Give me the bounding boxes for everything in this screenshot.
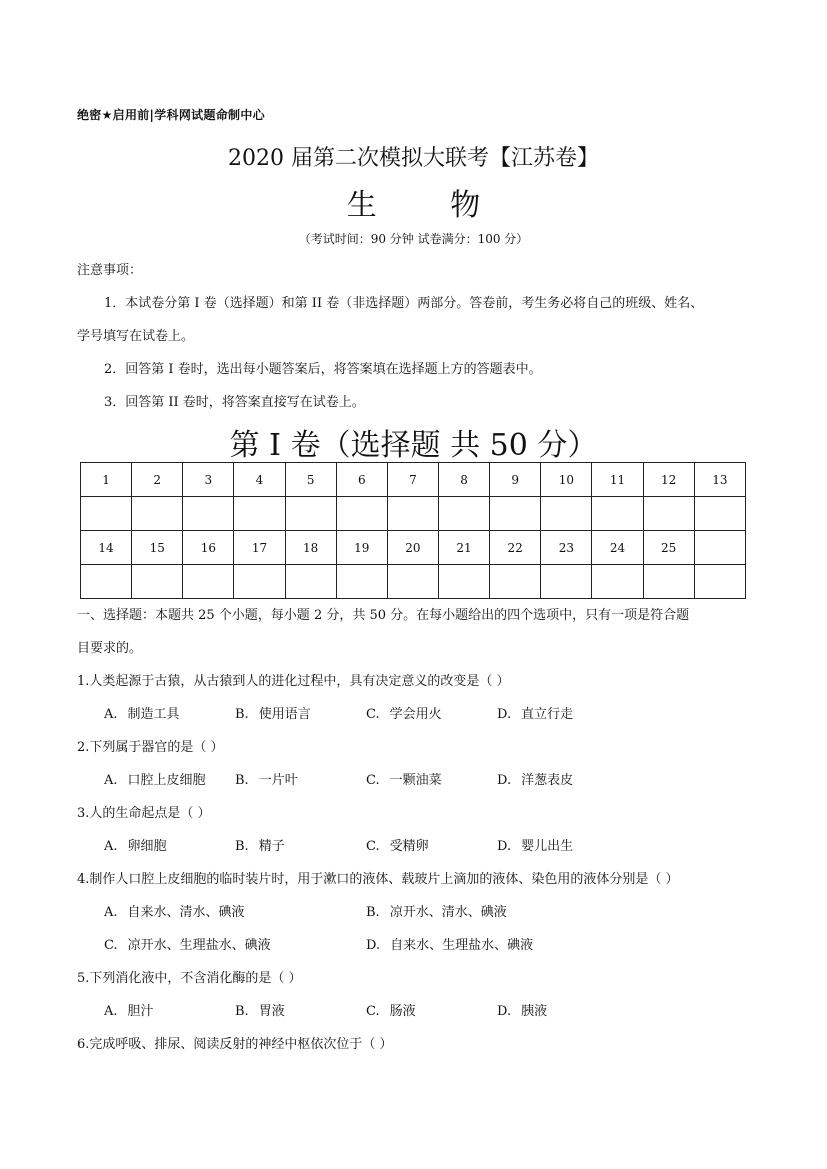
answer-number-cell xyxy=(694,531,745,565)
option-text: 使用语言 xyxy=(258,707,311,722)
option-c xyxy=(366,837,429,857)
answer-number-cell: 13 xyxy=(694,463,745,497)
option-d xyxy=(366,936,533,956)
option-text: 受精卵 xyxy=(389,839,429,854)
answer-number-cell: 17 xyxy=(234,531,285,565)
subject-title: 生 物 xyxy=(346,188,513,223)
option-label: A. xyxy=(104,839,118,854)
answer-blank-cell[interactable] xyxy=(81,497,132,531)
answer-blank-row-1 xyxy=(81,497,746,531)
option-label: C. xyxy=(366,707,380,722)
option-text: 学会用火 xyxy=(389,707,442,722)
answer-blank-cell[interactable] xyxy=(387,497,438,531)
option-b xyxy=(235,771,298,791)
answer-number-cell: 6 xyxy=(336,463,387,497)
option-c xyxy=(104,936,271,956)
question-stem: 2.下列属于器官的是（ ） xyxy=(77,740,224,755)
option-label: B. xyxy=(366,905,380,920)
answer-number-cell: 20 xyxy=(387,531,438,565)
notice-item-1-cont: 学号填写在试卷上。 xyxy=(77,329,195,344)
question-stem: 1.人类起源于古猿，从古猿到人的进化过程中，具有决定意义的改变是（ ） xyxy=(77,674,510,689)
option-a xyxy=(104,837,167,857)
option-c xyxy=(366,705,442,725)
answer-number-cell: 24 xyxy=(592,531,643,565)
answer-blank-cell[interactable] xyxy=(81,565,132,599)
option-b xyxy=(366,903,507,923)
option-b xyxy=(235,1002,285,1022)
answer-blank-cell[interactable] xyxy=(592,565,643,599)
option-label: C. xyxy=(366,839,380,854)
option-text: 一片叶 xyxy=(258,773,298,788)
option-text: 胆汁 xyxy=(127,1004,154,1019)
answer-blank-cell[interactable] xyxy=(643,497,694,531)
option-a xyxy=(104,771,206,791)
answer-number-cell: 21 xyxy=(438,531,489,565)
option-text: 胃液 xyxy=(258,1004,285,1019)
answer-number-cell: 3 xyxy=(183,463,234,497)
option-label: D. xyxy=(497,1004,512,1019)
option-text: 口腔上皮细胞 xyxy=(127,773,206,788)
answer-number-cell: 15 xyxy=(132,531,183,565)
exam-time-info: （考试时间：90 分钟 试卷满分：100 分） xyxy=(298,232,529,246)
notice-heading: 注意事项： xyxy=(77,263,143,278)
option-a xyxy=(104,1002,154,1022)
option-c xyxy=(366,771,442,791)
answer-blank-cell[interactable] xyxy=(694,565,745,599)
option-text: 婴儿出生 xyxy=(521,839,574,854)
answer-number-cell: 14 xyxy=(81,531,132,565)
option-d xyxy=(497,837,573,857)
answer-number-cell: 4 xyxy=(234,463,285,497)
option-a xyxy=(104,705,180,725)
answer-number-cell: 22 xyxy=(490,531,541,565)
answer-number-cell: 9 xyxy=(490,463,541,497)
answer-number-cell: 19 xyxy=(336,531,387,565)
answer-blank-cell[interactable] xyxy=(490,497,541,531)
confidential-mark: 绝密★启用前|学科网试题命制中心 xyxy=(77,108,265,122)
answer-number-cell: 2 xyxy=(132,463,183,497)
option-label: C. xyxy=(366,1004,380,1019)
option-label: B. xyxy=(235,707,249,722)
section-1-title: 第 I 卷（选择题 共 50 分） xyxy=(229,428,598,463)
answer-blank-row-2 xyxy=(81,565,746,599)
option-c xyxy=(366,1002,416,1022)
option-label: A. xyxy=(104,1004,118,1019)
answer-table xyxy=(80,462,746,599)
notice-item-3: 3．回答第 II 卷时，将答案直接写在试卷上。 xyxy=(104,395,365,410)
answer-number-cell: 7 xyxy=(387,463,438,497)
answer-blank-cell[interactable] xyxy=(541,497,592,531)
section-instructions-cont: 目要求的。 xyxy=(77,641,143,656)
option-label: D. xyxy=(497,839,512,854)
option-text: 精子 xyxy=(258,839,285,854)
option-label: A. xyxy=(104,707,118,722)
option-label: B. xyxy=(235,773,249,788)
option-label: D. xyxy=(497,707,512,722)
option-label: B. xyxy=(235,1004,249,1019)
answer-blank-cell[interactable] xyxy=(387,565,438,599)
option-label: A. xyxy=(104,773,118,788)
answer-blank-cell[interactable] xyxy=(643,565,694,599)
option-label: C. xyxy=(366,773,380,788)
option-text: 制造工具 xyxy=(127,707,180,722)
answer-blank-cell[interactable] xyxy=(285,497,336,531)
answer-header-row-1 xyxy=(81,463,746,497)
notice-item-1: 1．本试卷分第 I 卷（选择题）和第 II 卷（非选择题）两部分。答卷前，考生务必将自己的班级、姓名、 xyxy=(104,296,704,311)
answer-blank-cell[interactable] xyxy=(183,565,234,599)
option-label: B. xyxy=(235,839,249,854)
answer-blank-cell[interactable] xyxy=(592,497,643,531)
option-text: 肠液 xyxy=(389,1004,416,1019)
answer-blank-cell[interactable] xyxy=(132,497,183,531)
answer-header-row-2 xyxy=(81,531,746,565)
option-d xyxy=(497,771,573,791)
answer-number-cell: 16 xyxy=(183,531,234,565)
option-label: D. xyxy=(497,773,512,788)
option-label: C. xyxy=(104,938,118,953)
answer-blank-cell[interactable] xyxy=(438,565,489,599)
answer-blank-cell[interactable] xyxy=(336,565,387,599)
answer-blank-cell[interactable] xyxy=(694,497,745,531)
section-instructions: 一、选择题：本题共 25 个小题，每小题 2 分，共 50 分。在每小题给出的四个选项中，只有一项是符合题 xyxy=(77,608,690,623)
answer-number-cell: 12 xyxy=(643,463,694,497)
answer-blank-cell[interactable] xyxy=(438,497,489,531)
option-b xyxy=(235,705,311,725)
answer-blank-cell[interactable] xyxy=(234,497,285,531)
answer-number-cell: 18 xyxy=(285,531,336,565)
answer-blank-cell[interactable] xyxy=(132,565,183,599)
answer-blank-cell[interactable] xyxy=(541,565,592,599)
option-b xyxy=(235,837,285,857)
question-stem: 4.制作人口腔上皮细胞的临时装片时，用于漱口的液体、载玻片上滴加的液体、染色用的液体分别是（ ） xyxy=(77,872,679,887)
exam-title: 2020 届第二次模拟大联考【江苏卷】 xyxy=(228,146,599,171)
answer-blank-cell[interactable] xyxy=(285,565,336,599)
answer-number-cell: 10 xyxy=(541,463,592,497)
option-text: 一颗油菜 xyxy=(389,773,442,788)
option-text: 凉开水、生理盐水、碘液 xyxy=(127,938,271,953)
option-text: 直立行走 xyxy=(521,707,574,722)
notice-item-2: 2．回答第 I 卷时，选出每小题答案后，将答案填在选择题上方的答题表中。 xyxy=(104,362,542,377)
answer-number-cell: 23 xyxy=(541,531,592,565)
option-text: 洋葱表皮 xyxy=(521,773,574,788)
option-a xyxy=(104,903,245,923)
option-text: 凉开水、清水、碘液 xyxy=(389,905,507,920)
answer-number-cell: 1 xyxy=(81,463,132,497)
question-stem: 5.下列消化液中，不含消化酶的是（ ） xyxy=(77,971,302,986)
option-text: 自来水、清水、碘液 xyxy=(127,905,245,920)
answer-blank-cell[interactable] xyxy=(183,497,234,531)
answer-blank-cell[interactable] xyxy=(234,565,285,599)
answer-blank-cell[interactable] xyxy=(336,497,387,531)
question-stem: 6.完成呼吸、排尿、阅读反射的神经中枢依次位于（ ） xyxy=(77,1037,393,1052)
answer-blank-cell[interactable] xyxy=(490,565,541,599)
answer-number-cell: 5 xyxy=(285,463,336,497)
answer-number-cell: 25 xyxy=(643,531,694,565)
option-label: D. xyxy=(366,938,381,953)
answer-number-cell: 8 xyxy=(438,463,489,497)
option-d xyxy=(497,1002,547,1022)
option-text: 胰液 xyxy=(521,1004,548,1019)
answer-number-cell: 11 xyxy=(592,463,643,497)
option-text: 卵细胞 xyxy=(127,839,167,854)
option-label: A. xyxy=(104,905,118,920)
question-stem: 3.人的生命起点是（ ） xyxy=(77,806,211,821)
option-text: 自来水、生理盐水、碘液 xyxy=(390,938,534,953)
option-d xyxy=(497,705,573,725)
